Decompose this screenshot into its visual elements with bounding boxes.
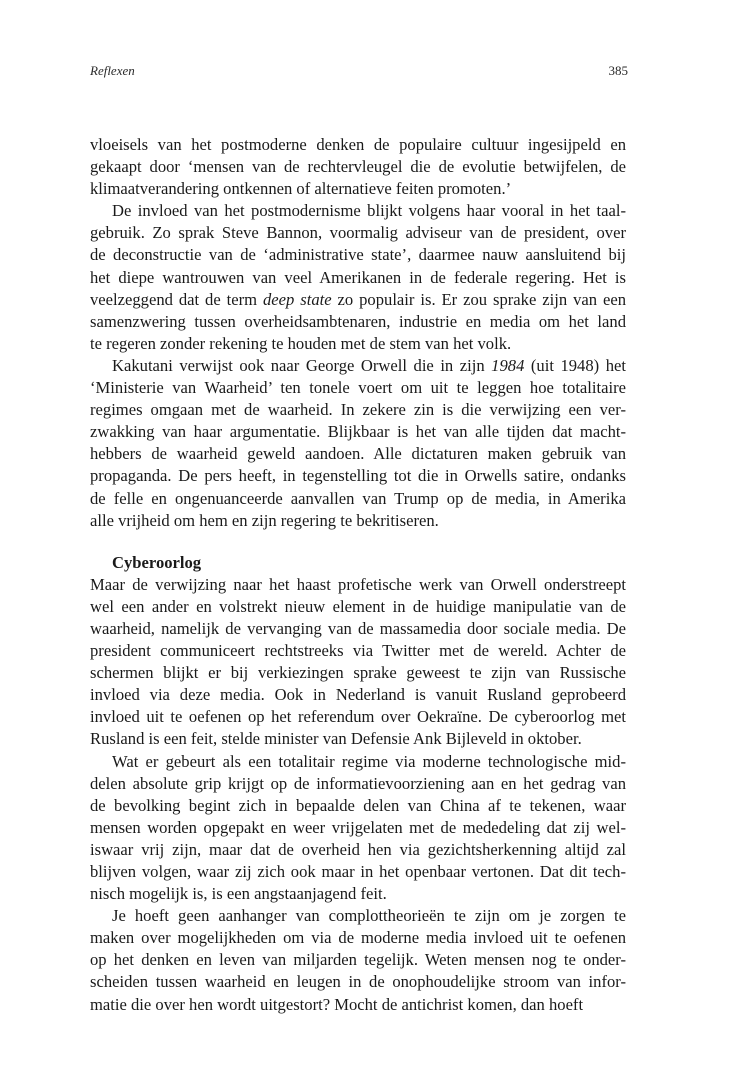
text-line: Wat er gebeurt als een totalitair regime via moderne technologische mid- <box>112 751 626 771</box>
paragraph <box>90 355 626 532</box>
text-line: Je hoeft geen aanhanger van complottheorieën te zijn om je zorgen te <box>112 906 626 926</box>
text-line: maken over mogelijkheden om via de moderne media invloed uit te oefenen <box>90 928 626 948</box>
page-number: 385 <box>608 63 628 78</box>
text-line: samenzwering tussen overheidsambtenaren, industrie en media om het land <box>90 311 626 331</box>
italic-term: 1984 <box>491 355 525 375</box>
text-line: gebruik. Zo sprak Steve Bannon, voormalig adviseur van de president, over <box>90 223 626 243</box>
text-line: op het denken en leven van miljarden tegelijk. Weten mensen nog te onder- <box>90 950 626 970</box>
text-line: iswaar vrij zijn, maar dat de overheid hen via gezichtsherkenning altijd zal <box>90 839 626 859</box>
text-line: ‘Ministerie van Waarheid’ ten tonele voert om uit te leggen hoe totalitaire <box>90 378 626 398</box>
text-line: nisch mogelijk is, is een angstaanjagend feit. <box>90 884 387 904</box>
body-text <box>90 134 626 1016</box>
text-line: wel een ander en volstrekt nieuw element in de huidige manipulatie van de <box>90 596 626 616</box>
text-line: propaganda. De pers heeft, in tegenstelling tot die in Orwells satire, ondanks <box>90 466 626 486</box>
paragraph <box>90 134 626 200</box>
text-line: delen absolute grip krijgt op de informatievoorziening aan en het gedrag van <box>90 773 626 793</box>
text-line: veelzeggend dat de term deep state zo populair is. Er zou sprake zijn van een <box>90 289 626 309</box>
text-line: matie die over hen wordt uitgestort? Mocht de antichrist komen, dan hoeft <box>90 994 584 1014</box>
section-title: Reflexen <box>90 63 135 78</box>
section-heading: Cyberoorlog <box>112 552 202 572</box>
text-line: waarheid, namelijk de vervanging van de massamedia door sociale media. De <box>90 618 626 638</box>
text-line: te regeren zonder rekening te houden met de stem van het volk. <box>90 333 512 353</box>
text-line: de bevolking begint zich in bepaalde delen van China af te tekenen, waar <box>90 795 626 815</box>
text-line: de felle en ongenuanceerde aanvallen van Trump op de media, in Amerika <box>90 488 626 508</box>
text-line: zwakking van haar argumentatie. Blijkbaar is het van alle tijden dat macht- <box>90 422 626 442</box>
text-line: De invloed van het postmodernisme blijkt volgens haar vooral in het taal- <box>112 201 626 221</box>
text-line: schermen blijkt er bij verkiezingen sprake geweest te zijn van Russische <box>90 663 626 683</box>
text-line: gekaapt door ‘mensen van de rechtervleugel die de evolutie betwijfelen, de <box>90 157 626 177</box>
text-line: de deconstructie van de ‘administrative state’, daarmee nauw aansluitend bij <box>90 245 626 265</box>
text-line: hebbers de waarheid geweld aandoen. Alle dictaturen maken gebruik van <box>90 444 626 464</box>
paragraph <box>90 905 626 1015</box>
text-line: mensen worden opgepakt en weer vrijgelaten met de mededeling dat zij wel- <box>90 817 626 837</box>
paragraph <box>90 200 626 355</box>
text-line: scheiden tussen waarheid en leugen in de onophoudelijke stroom van infor- <box>90 972 626 992</box>
text-line: blijven volgen, waar zij zich ook maar in het openbaar vertonen. Dat dit tech- <box>90 862 626 881</box>
text-line: Rusland is een feit, stelde minister van Defensie Ank Bijleveld in oktober. <box>90 729 582 749</box>
text-line: het diepe wantrouwen van veel Amerikanen in de federale regering. Het is <box>90 267 626 287</box>
text-line: klimaatverandering ontkennen of alternatieve feiten promoten.’ <box>90 179 512 199</box>
paragraph <box>90 751 626 906</box>
text-line: Kakutani verwijst ook naar George Orwell die in zijn 1984 (uit 1948) het <box>112 355 626 375</box>
text-line: vloeisels van het postmoderne denken de populaire cultuur ingesijpeld en <box>90 135 626 154</box>
italic-term: deep state <box>263 289 332 309</box>
text-line: Maar de verwijzing naar het haast profetische werk van Orwell onderstreept <box>90 574 626 594</box>
text-line: invloed via deze media. Ook in Nederland is vanuit Rusland geprobeerd <box>90 685 626 705</box>
text-line: regimes omgaan met de waarheid. In zekere zin is die verwijzing een ver- <box>90 400 626 420</box>
paragraph <box>90 574 626 751</box>
text-line: president communiceert rechtstreeks via Twitter met de wereld. Achter de <box>90 641 626 661</box>
text-line: alle vrijheid om hem en zijn regering te bekritiseren. <box>90 510 439 530</box>
text-line: invloed uit te oefenen op het referendum over Oekraïne. De cyberoorlog met <box>90 707 626 727</box>
